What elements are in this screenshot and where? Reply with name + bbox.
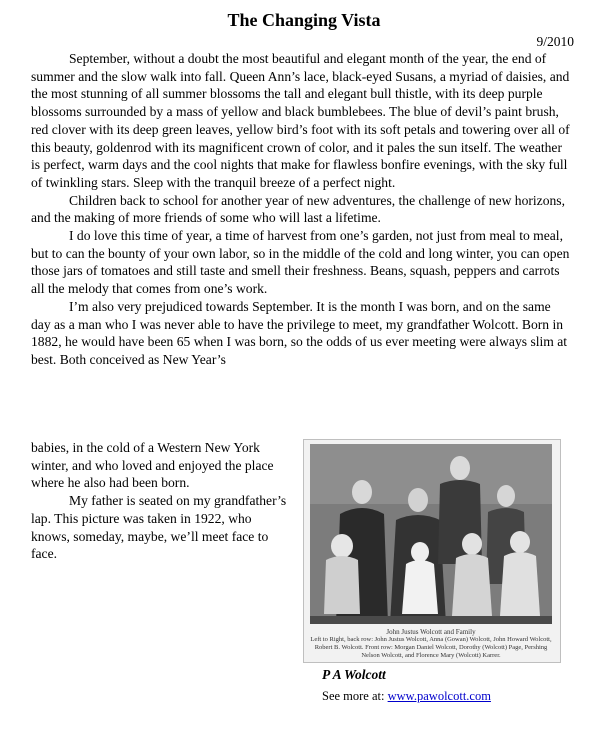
see-more-label: See more at:	[322, 689, 385, 703]
paragraph: babies, in the cold of a Western New York winter, and who loved and enjoyed the place where he also had been born.	[31, 440, 274, 491]
photo-caption-title: John Justus Wolcott and Family	[386, 628, 476, 636]
photo-caption-text: Left to Right, back row: John Justus Wolcott, Anna (Gowan) Wolcott, John Howard Wolcott, Robert B. Wolcott. Front row: Morgan Daniel Wolcott, Dorothy (Wolcott) Page, Pershing Nelson Wolcott, and Florence Mary (Wolcott) Karrer.	[310, 636, 552, 659]
paragraph: Children back to school for another year of new adventures, the challenge of new horizons, and the making of more friends of some who will last a lifetime.	[31, 192, 565, 226]
paragraph: I do love this time of year, a time of harvest from one’s garden, not just from meal to meal, but to can the bounty of your own labor, so in the middle of the cold and long winter, you can open those jars of tomatoes and still taste and smell their freshness. Beans, squash, peppers and carrots all the melody that comes from one’s work.	[31, 228, 570, 297]
paragraph: I’m also very prejudiced towards September. It is the month I was born, and on the same day as a man who I was never able to have the privilege to meet, my grandfather Wolcott. Born in 1882, he would have been 65 when I was born, so the odds of us ever meeting were always slim at best. Both conceived as New Year’s	[31, 298, 568, 367]
paragraph: September, without a doubt the most beautiful and elegant month of the year, the end of summer and the slow walk into fall. Queen Ann’s lace, black-eyed Susans, a myriad of daisies, and the most stunning of all summer blossoms the tall and elegant bull thistle, with its deep purple blossoms surrounded by a mass of yellow and black bumblebees. The blue of devil’s paint brush, red clover with its deep green leaves, yellow bird’s foot with its soft petals and towering over all of this beauty, goldenrod with its magnificent crown of color, and it pales the sun itself. The weather is perfect, warm days and the cool nights that make for flawless bonfire evenings, with the sky full of twinkling stars. Sleep with the tranquil breeze of a perfect night.	[31, 51, 570, 190]
family-photo-frame	[303, 439, 561, 663]
website-link[interactable]: www.pawolcott.com	[387, 689, 491, 703]
page-title: The Changing Vista	[227, 10, 381, 30]
date-label: 9/2010	[536, 34, 574, 49]
paragraph: My father is seated on my grandfather’s lap. This picture was taken in 1922, who knows, someday, maybe, we’ll meet face to face.	[31, 493, 287, 562]
family-photo-illustration	[310, 444, 552, 624]
family-photo	[310, 444, 552, 624]
see-more	[322, 689, 491, 704]
photo-caption	[308, 628, 554, 660]
side-text	[31, 439, 289, 563]
author-signature: P A Wolcott	[322, 667, 386, 682]
article-body	[31, 50, 573, 369]
